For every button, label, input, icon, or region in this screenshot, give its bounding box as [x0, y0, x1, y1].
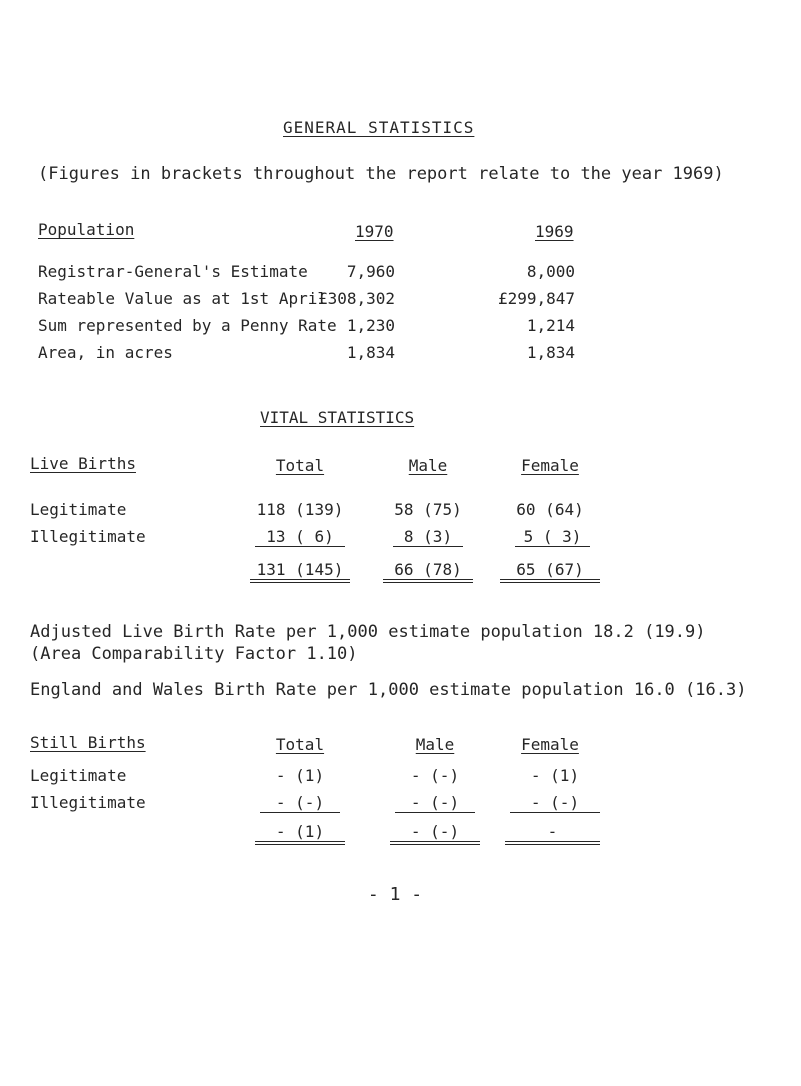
still-births-row-label: Illegitimate: [30, 793, 146, 812]
still-births-heading: Still Births: [30, 733, 146, 752]
population-row-1969: 1,834: [526, 343, 575, 362]
live-births-col-male: Male: [408, 456, 448, 475]
live-births-row-label: Legitimate: [30, 500, 127, 519]
live-births-row-female: 60 (64): [516, 500, 584, 519]
population-row-label: Area, in acres: [38, 343, 173, 362]
live-births-total-male: 66 (78): [383, 560, 473, 583]
still-births-row-total: - (-): [260, 793, 340, 813]
live-births-row-male: 58 (75): [394, 500, 462, 519]
population-row-1969: 8,000: [526, 262, 575, 281]
adjusted-birth-rate: Adjusted Live Birth Rate per 1,000 estimate population 18.2 (19.9): [30, 622, 706, 642]
still-births-col-female: Female: [521, 735, 579, 754]
live-births-row-label: Illegitimate: [30, 527, 146, 546]
live-births-col-female: Female: [521, 456, 579, 475]
still-births-total-female: -: [505, 822, 600, 845]
page-number: - 1 -: [367, 884, 423, 905]
population-heading: Population: [38, 220, 135, 239]
live-births-total-female: 65 (67): [500, 560, 600, 583]
population-row-label: Rateable Value as at 1st April: [38, 289, 327, 308]
population-row-label: Registrar-General's Estimate: [38, 262, 308, 281]
still-births-row-female: - (-): [510, 793, 600, 813]
population-row-1970: 1,834: [346, 343, 395, 362]
still-births-row-total: - (1): [275, 766, 325, 785]
live-births-col-total: Total: [275, 456, 325, 475]
still-births-row-label: Legitimate: [30, 766, 127, 785]
population-row-1970: 7,960: [346, 262, 395, 281]
live-births-row-female: 5 ( 3): [515, 527, 590, 547]
live-births-heading: Live Births: [30, 454, 136, 473]
area-comparability-factor: (Area Comparability Factor 1.10): [30, 644, 358, 664]
still-births-col-male: Male: [415, 735, 455, 754]
page-title: GENERAL STATISTICS: [283, 118, 475, 137]
population-col-1969: 1969: [535, 222, 574, 241]
population-row-1970: £308,302: [317, 289, 395, 308]
intro-note: (Figures in brackets throughout the report relate to the year 1969): [38, 164, 724, 184]
live-births-row-total: 13 ( 6): [255, 527, 345, 547]
vital-statistics-heading: VITAL STATISTICS: [260, 408, 415, 427]
live-births-total-total: 131 (145): [250, 560, 350, 583]
population-row-1969: 1,214: [526, 316, 575, 335]
still-births-row-male: - (-): [395, 793, 475, 813]
still-births-col-total: Total: [275, 735, 325, 754]
england-wales-birth-rate: England and Wales Birth Rate per 1,000 estimate population 16.0 (16.3): [30, 680, 747, 700]
population-row-1969: £299,847: [497, 289, 575, 308]
still-births-total-total: - (1): [255, 822, 345, 845]
population-row-1970: 1,230: [346, 316, 395, 335]
live-births-row-total: 118 (139): [256, 500, 344, 519]
still-births-row-male: - (-): [410, 766, 460, 785]
live-births-row-male: 8 (3): [393, 527, 463, 547]
still-births-total-male: - (-): [390, 822, 480, 845]
population-row-label: Sum represented by a Penny Rate: [38, 316, 337, 335]
population-col-1970: 1970: [355, 222, 394, 241]
still-births-row-female: - (1): [530, 766, 580, 785]
